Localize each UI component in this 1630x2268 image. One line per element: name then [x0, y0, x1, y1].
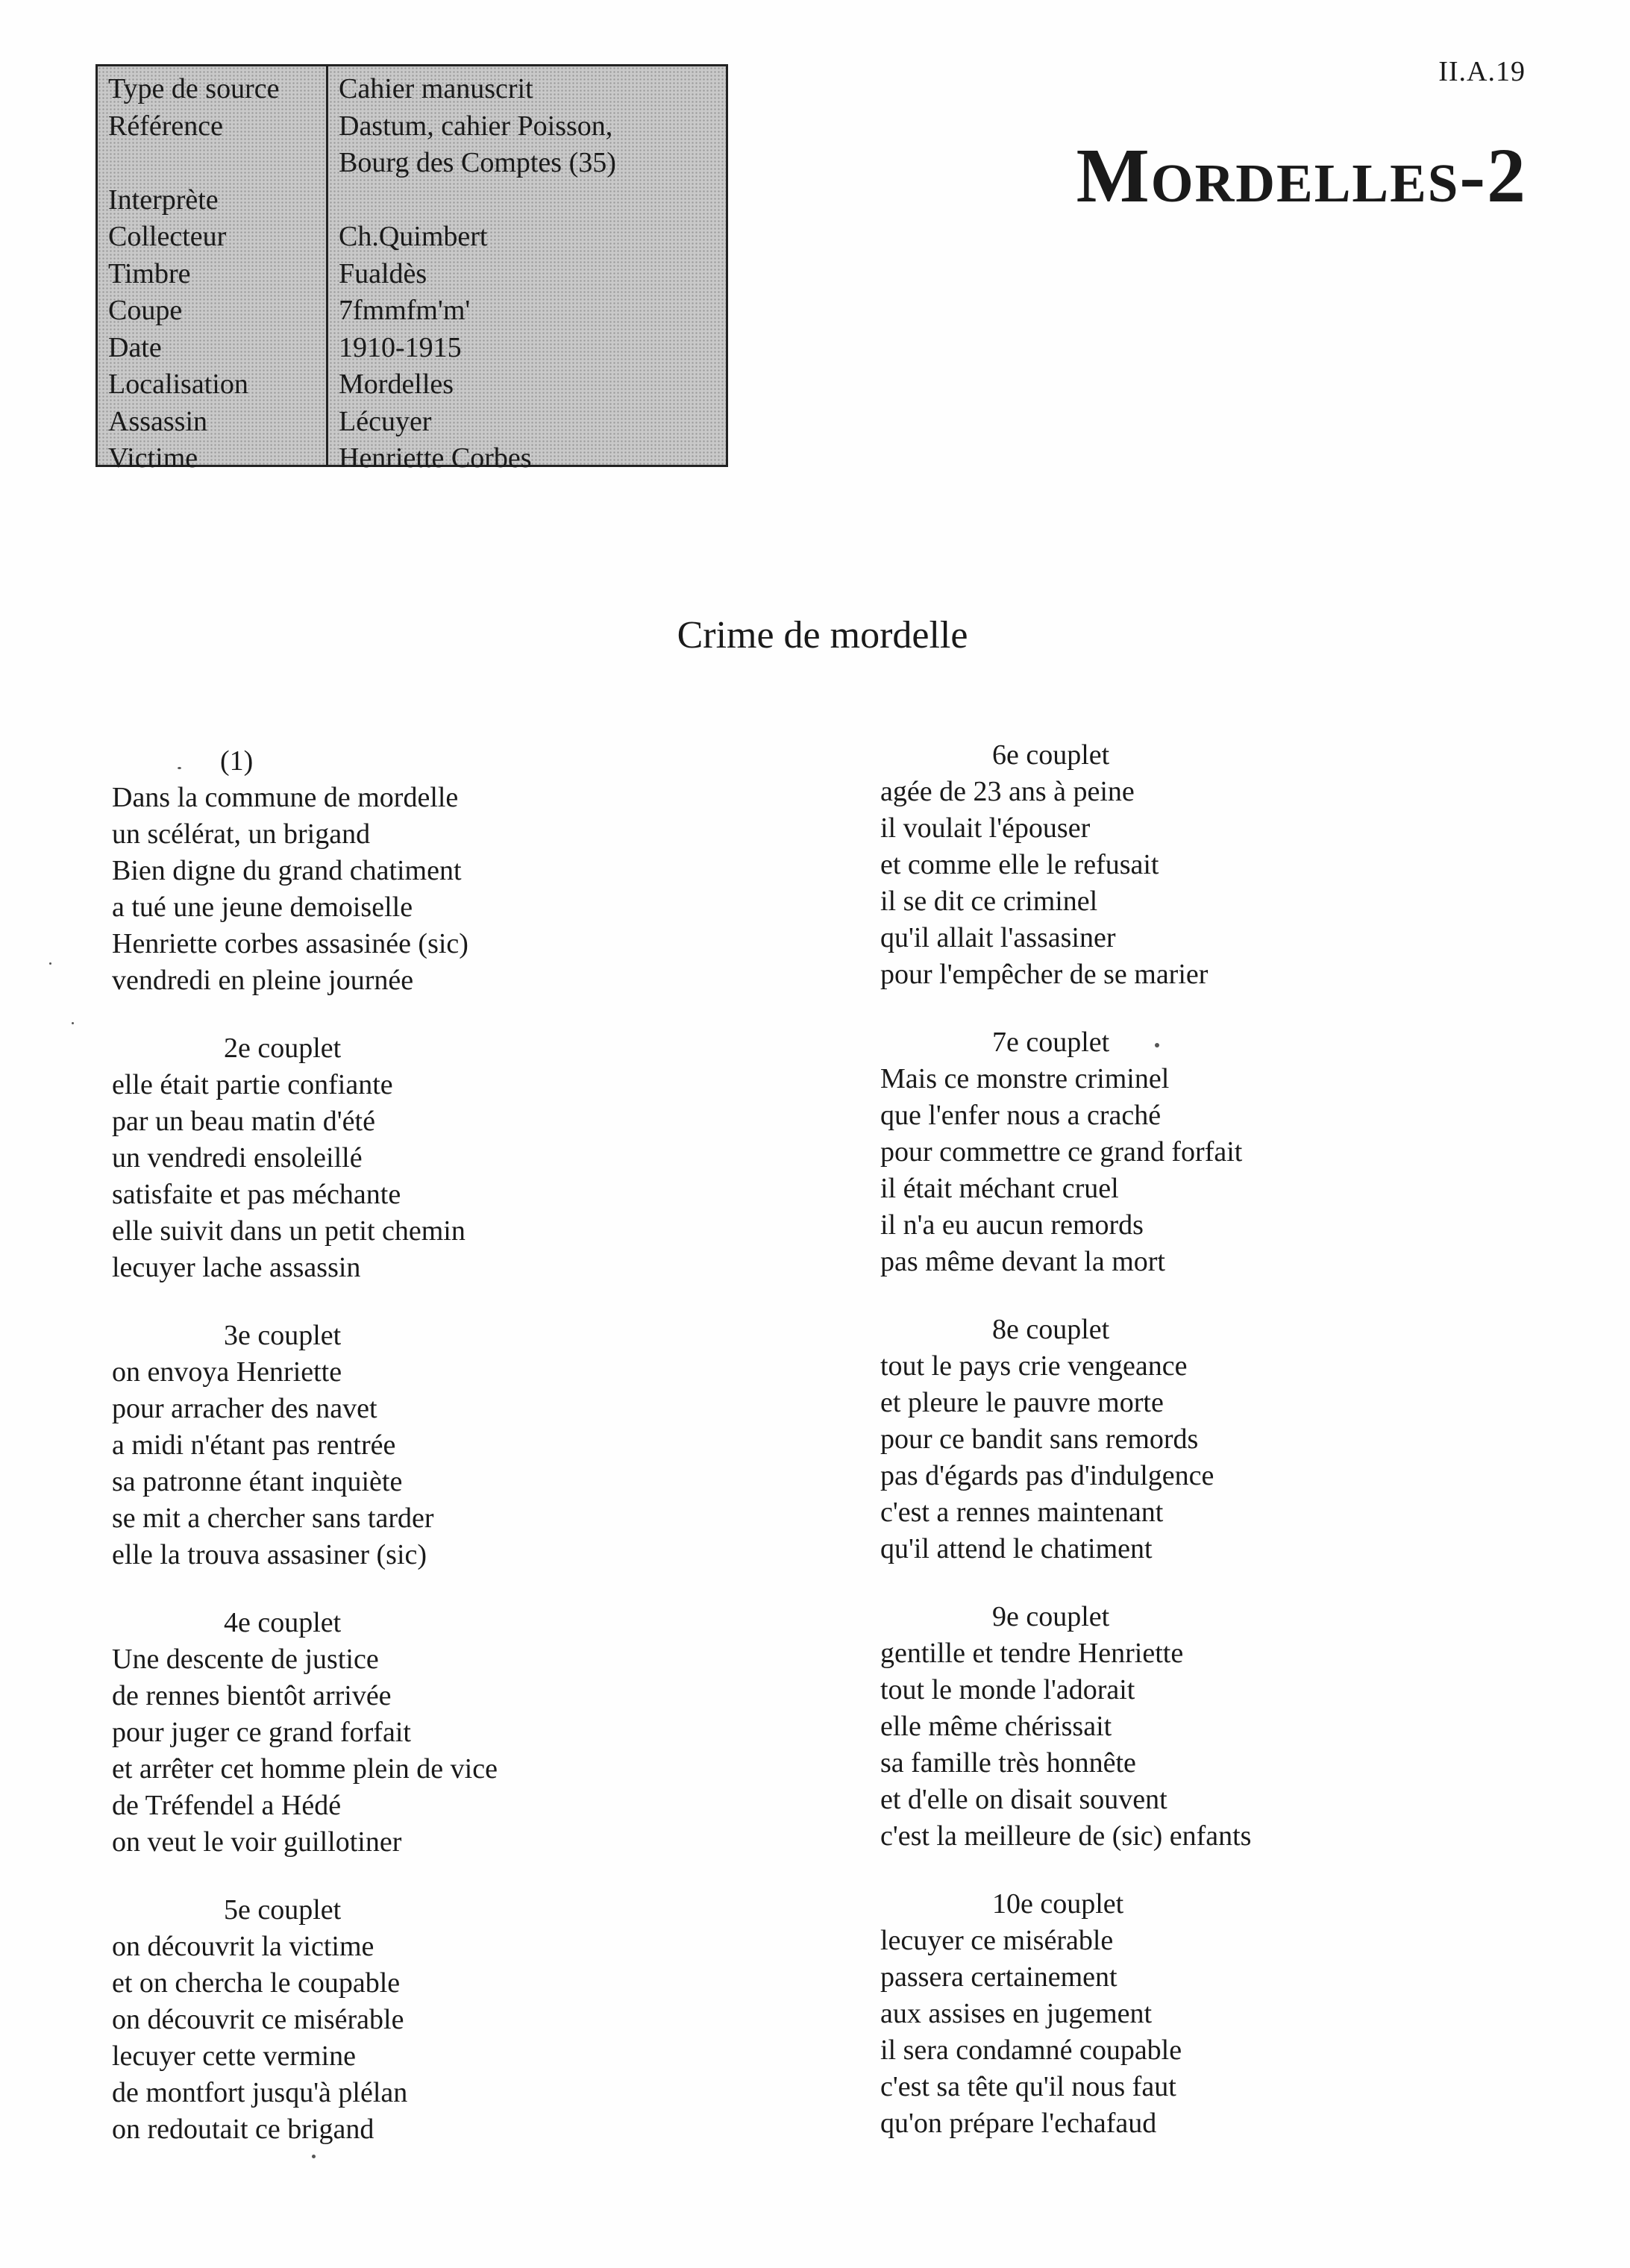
verse-line: elle la trouva assasiner (sic): [112, 1539, 427, 1570]
verse-line: sa famille très honnête: [880, 1747, 1136, 1779]
metadata-table: [95, 64, 728, 474]
verse-line: et on chercha le coupable: [112, 1967, 401, 1999]
verse-line: c'est a rennes maintenant: [880, 1497, 1164, 1528]
couplet: [880, 1886, 1552, 2142]
couplet-heading: 8e couplet: [992, 1314, 1110, 1345]
metadata-value: Dastum, cahier Poisson, Bourg des Comptes (35): [339, 110, 616, 178]
verse-line: il sera condamné coupable: [880, 2034, 1182, 2066]
verse-line: tout le monde l'adorait: [880, 1674, 1135, 1705]
verse-line: gentille et tendre Henriette: [880, 1638, 1184, 1669]
verse-line: et comme elle le refusait: [880, 849, 1159, 880]
verse-line: pour arracher des navet: [112, 1393, 377, 1424]
page-title: Mordelles-2: [1076, 133, 1527, 219]
couplet: [112, 1030, 783, 1286]
couplet: [880, 1024, 1552, 1280]
verse-line: on veut le voir guillotiner: [112, 1826, 402, 1858]
verse-line: c'est la meilleure de (sic) enfants: [880, 1820, 1252, 1852]
verse-line: que l'enfer nous a craché: [880, 1100, 1162, 1131]
metadata-labels-column: [98, 66, 328, 474]
verse-line: il voulait l'épouser: [880, 812, 1091, 844]
metadata-label: Date: [108, 331, 162, 363]
verse-line: lecuyer cette vermine: [112, 2040, 357, 2072]
page-code: II.A.19: [1438, 56, 1526, 87]
metadata-value: Mordelles: [339, 369, 454, 400]
verse-line: de Tréfendel a Hédé: [112, 1790, 342, 1821]
verse-line: Une descente de justice: [112, 1644, 379, 1675]
verse-line: et arrêter cet homme plein de vice: [112, 1753, 498, 1785]
metadata-value: Henriette Corbes: [339, 442, 532, 474]
verse-line: a tué une jeune demoiselle: [112, 892, 413, 923]
couplet: [112, 743, 783, 999]
verse-line: qu'on prépare l'echafaud: [880, 2108, 1157, 2139]
verse-line: vendredi en pleine journée: [112, 965, 414, 996]
scan-speck: [1155, 1043, 1159, 1047]
metadata-label: Localisation: [108, 369, 248, 400]
metadata-value: Ch.Quimbert: [339, 221, 488, 252]
verse-line: tout le pays crie vengeance: [880, 1350, 1188, 1382]
couplet-heading: 5e couplet: [224, 1894, 342, 1926]
couplet-heading: 2e couplet: [224, 1033, 342, 1064]
couplet-heading: 7e couplet: [992, 1027, 1110, 1058]
verse-line: Dans la commune de mordelle: [112, 782, 459, 813]
couplet: [112, 1605, 783, 1861]
metadata-value: 7fmmfm'm': [339, 295, 471, 326]
verse-line: satisfaite et pas méchante: [112, 1179, 401, 1210]
verse-line: sa patronne étant inquiète: [112, 1466, 403, 1497]
verse-line: qu'il attend le chatiment: [880, 1533, 1153, 1564]
couplet: [880, 1312, 1552, 1567]
metadata-value: 1910-1915: [339, 331, 462, 363]
verse-line: et pleure le pauvre morte: [880, 1387, 1164, 1418]
verse-line: on découvrit ce misérable: [112, 2004, 404, 2035]
scan-speck: [178, 767, 181, 769]
verse-line: on découvrit la victime: [112, 1931, 374, 1962]
couplet: [880, 737, 1552, 993]
verse-line: il se dit ce criminel: [880, 886, 1098, 917]
couplet: [880, 1599, 1552, 1855]
couplet-heading: 4e couplet: [224, 1607, 342, 1638]
verse-line: c'est sa tête qu'il nous faut: [880, 2071, 1176, 2102]
right-column: [880, 737, 1552, 2173]
verse-line: pas d'égards pas d'indulgence: [880, 1460, 1214, 1491]
verse-line: elle était partie confiante: [112, 1069, 393, 1100]
metadata-value: Lécuyer: [339, 405, 432, 437]
verse-line: lecuyer lache assassin: [112, 1252, 361, 1283]
couplet: [112, 1318, 783, 1573]
scan-speck: [312, 2155, 316, 2158]
verse-line: Bien digne du grand chatiment: [112, 855, 462, 886]
verse-line: de rennes bientôt arrivée: [112, 1680, 392, 1711]
couplet-heading: 6e couplet: [992, 739, 1110, 771]
metadata-label: Victime: [108, 442, 198, 474]
verse-line: Henriette corbes assasinée (sic): [112, 928, 468, 959]
couplet-heading: 10e couplet: [992, 1888, 1124, 1920]
verse-line: a midi n'étant pas rentrée: [112, 1429, 396, 1461]
verse-line: pas même devant la mort: [880, 1246, 1165, 1277]
metadata-label: Interprète: [108, 184, 219, 216]
scan-speck: [49, 962, 51, 965]
metadata-label: Timbre: [108, 257, 191, 289]
metadata-value: Fualdès: [339, 257, 427, 289]
scan-speck: [72, 1022, 74, 1024]
couplet-heading: (1): [220, 745, 254, 777]
verse-line: il était méchant cruel: [880, 1173, 1119, 1204]
verse-line: elle suivit dans un petit chemin: [112, 1215, 466, 1247]
verse-line: de montfort jusqu'à plélan: [112, 2077, 408, 2108]
metadata-values-column: [328, 66, 726, 474]
verse-line: Mais ce monstre criminel: [880, 1063, 1170, 1094]
verse-line: aux assises en jugement: [880, 1998, 1153, 2029]
verse-line: elle même chérissait: [880, 1711, 1112, 1742]
verse-line: lecuyer ce misérable: [880, 1925, 1114, 1956]
verse-line: agée de 23 ans à peine: [880, 776, 1135, 807]
couplet-heading: 9e couplet: [992, 1601, 1110, 1632]
couplet-heading: 3e couplet: [224, 1320, 342, 1351]
verse-line: un scélérat, un brigand: [112, 818, 371, 850]
verse-line: pour ce bandit sans remords: [880, 1423, 1199, 1455]
left-column: [112, 743, 783, 2179]
verse-line: pour l'empêcher de se marier: [880, 959, 1209, 990]
verse-line: qu'il allait l'assasiner: [880, 922, 1116, 953]
verse-line: on envoya Henriette: [112, 1356, 342, 1388]
couplet: [112, 1892, 783, 2148]
verse-line: par un beau matin d'été: [112, 1106, 375, 1137]
verse-line: et d'elle on disait souvent: [880, 1784, 1167, 1815]
verse-line: pour commettre ce grand forfait: [880, 1136, 1243, 1168]
verse-line: un vendredi ensoleillé: [112, 1142, 363, 1174]
metadata-label: Référence: [108, 110, 223, 142]
metadata-label: Collecteur: [108, 221, 227, 252]
metadata-label: Assassin: [108, 405, 208, 437]
metadata-label: Coupe: [108, 295, 183, 326]
verse-line: il n'a eu aucun remords: [880, 1209, 1144, 1241]
verse-line: passera certainement: [880, 1961, 1118, 1993]
verse-line: pour juger ce grand forfait: [112, 1717, 411, 1748]
verse-line: on redoutait ce brigand: [112, 2114, 374, 2145]
song-title: Crime de mordelle: [677, 614, 968, 657]
metadata-label: Type de source: [108, 73, 280, 104]
metadata-value: Cahier manuscrit: [339, 73, 533, 104]
metadata-value: [339, 182, 726, 219]
verse-line: se mit a chercher sans tarder: [112, 1503, 434, 1534]
